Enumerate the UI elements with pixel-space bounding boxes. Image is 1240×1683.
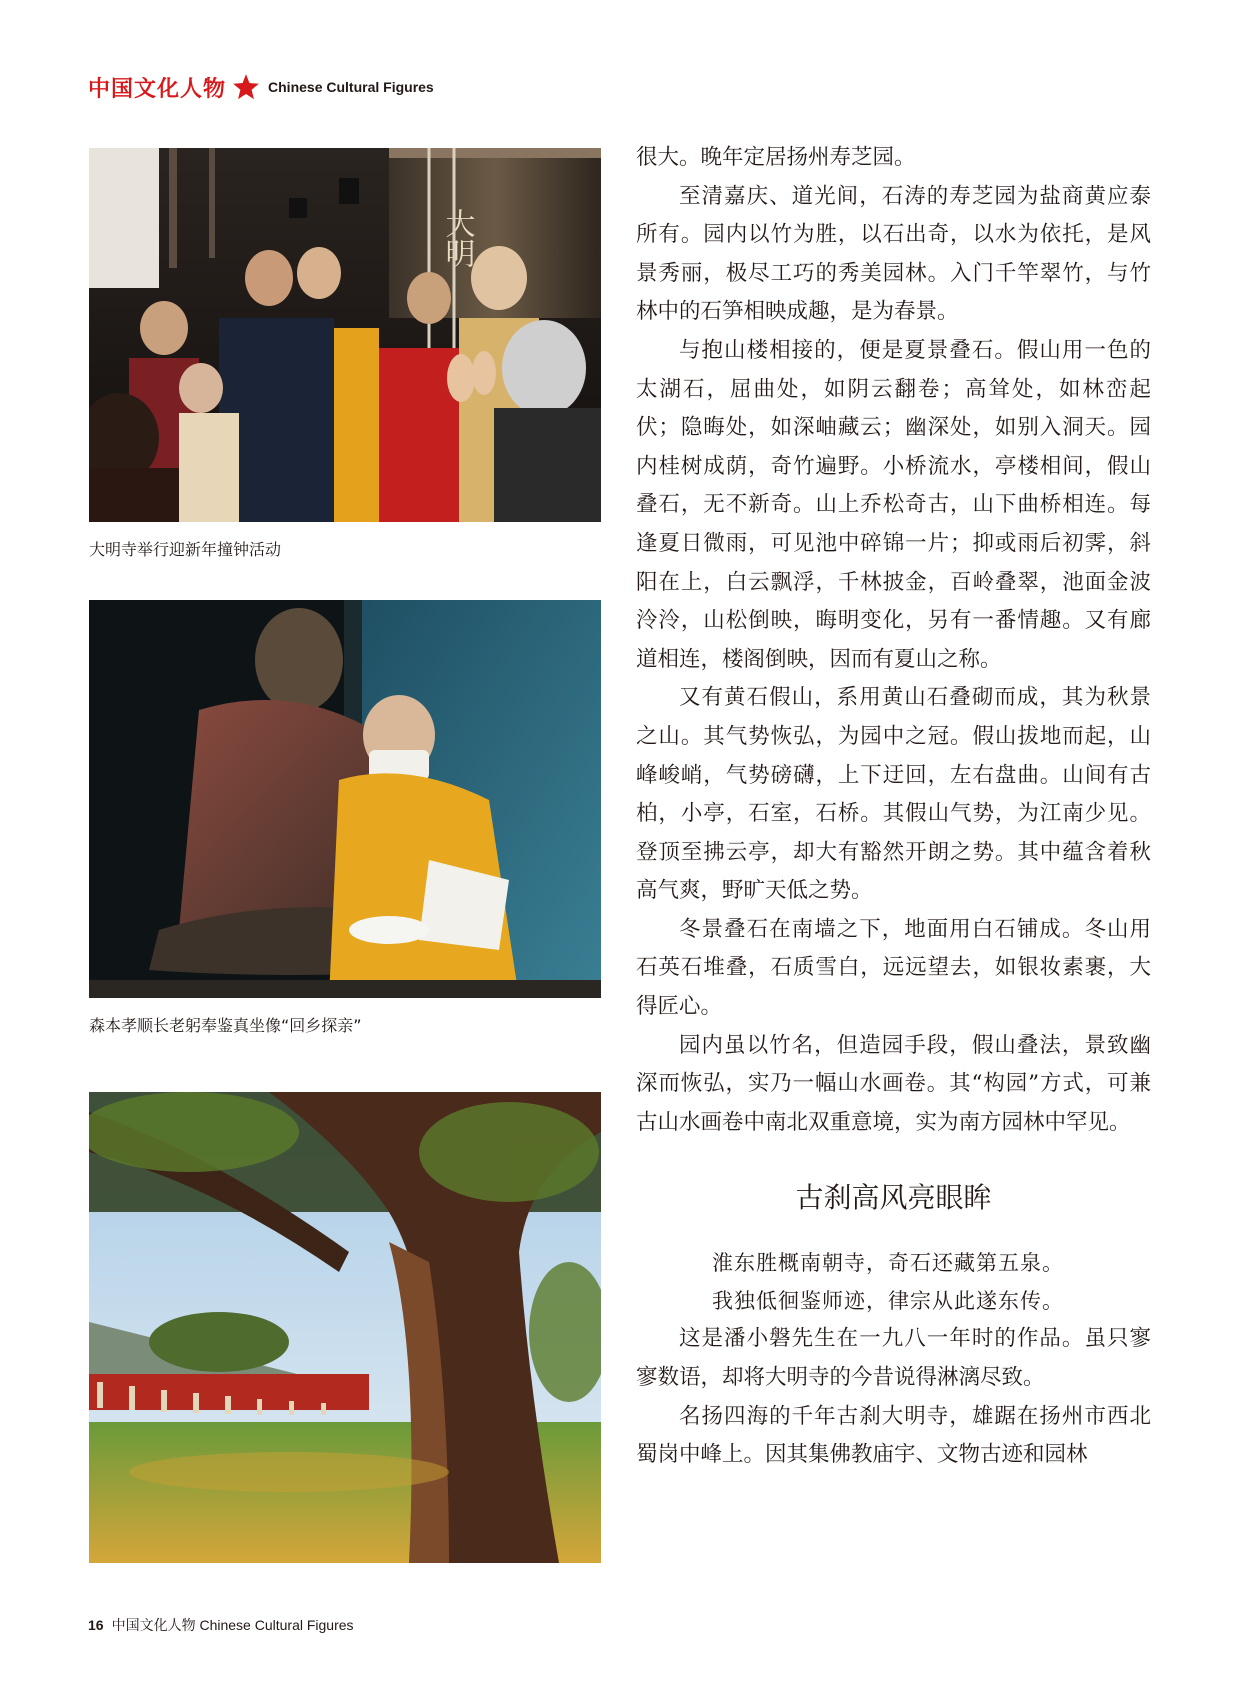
paragraph-7: 这是潘小磐先生在一九八一年时的作品。虽只寥寥数语，却将大明寺的今昔说得淋漓尽致。 bbox=[636, 1326, 1151, 1391]
poem-line-2: 我独低徊鉴师迹，律宗从此遂东传。 bbox=[712, 1289, 1064, 1314]
paragraph-4: 又有黄石假山，系用黄山石叠砌而成，其为秋景之山。其气势恢弘，为园中之冠。假山拔地而起，山峰峻峭，气势磅礴，上下迂回，左右盘曲。山间有古柏，小亭，石室，石桥。其假山气势，为江南少见。登顶至拂云亭，却大有豁然开朗之势。其中蕴含着秋高气爽，野旷天低之势。 bbox=[636, 685, 1151, 904]
footer-title: 中国文化人物 Chinese Cultural Figures bbox=[111, 1617, 354, 1633]
paragraph-8: 名扬四海的千年古刹大明寺，雄踞在扬州市西北蜀岗中峰上。因其集佛教庙宇、文物古迹和园林 bbox=[636, 1403, 1151, 1468]
paragraph-6: 园内虽以竹名，但造园手段，假山叠法，景致幽深而恢弘，实乃一幅山水画卷。其“构园”方式，可兼古山水画卷中南北双重意境，实为南方园林中罕见。 bbox=[636, 1032, 1151, 1135]
paragraph-3: 与抱山楼相接的，便是夏景叠石。假山用一色的太湖石，屈曲处，如阴云翻卷；高耸处，如林峦起伏；隐晦处，如深岫藏云；幽深处，如别入洞天。园内桂树成荫，奇竹遍野。小桥流水，亭楼相间，假山叠石，无不新奇。山上乔松奇古，山下曲桥相连。每逢夏日微雨，可见池中碎锦一片；抑或雨后初霁，斜阳在上，白云飘浮，千林披金，百岭叠翠，池面金波泠泠，山松倒映，晦明变化，另有一番情趣。又有廊道相连，楼阁倒映，因而有夏山之称。 bbox=[636, 337, 1151, 672]
statue-image bbox=[89, 600, 601, 998]
section-title: 古刹高风亮眼眸 bbox=[795, 1181, 992, 1215]
paragraph-1: 很大。晚年定居扬州寿芝园。 bbox=[636, 145, 916, 170]
caption-statue: 森本孝顺长老躬奉鉴真坐像“回乡探亲” bbox=[89, 1016, 362, 1035]
paragraph-5: 冬景叠石在南墙之下，地面用白石铺成。冬山用石英石堆叠，石质雪白，远远望去，如银妆素裹，大得匠心。 bbox=[636, 916, 1151, 1020]
brand-name-en: Chinese Cultural Figures bbox=[268, 79, 434, 95]
photo-bell-ringing bbox=[89, 148, 601, 522]
page-footer bbox=[88, 1615, 354, 1635]
caption-bell-ringing: 大明寺举行迎新年撞钟活动 bbox=[89, 540, 282, 559]
page-number: 16 bbox=[88, 1617, 104, 1633]
poem-line-1: 淮东胜概南朝寺，奇石还藏第五泉。 bbox=[712, 1251, 1064, 1276]
bell-ringing-image bbox=[89, 148, 601, 522]
photo-statue bbox=[89, 600, 601, 998]
article-column bbox=[636, 139, 1151, 1475]
paragraph-2: 至清嘉庆、道光间，石涛的寿芝园为盐商黄应泰所有。园内以竹为胜，以石出奇，以水为依托，是风景秀丽，极尽工巧的秀美园林。入门千竿翠竹，与竹林中的石笋相映成趣，是为春景。 bbox=[636, 183, 1151, 325]
red-star-icon bbox=[232, 73, 260, 101]
bell-inscription: 大明 bbox=[439, 208, 475, 268]
brand-name-cn: 中国文化人物 bbox=[88, 75, 227, 102]
photo-cypress-tree bbox=[89, 1092, 601, 1563]
cypress-tree-image bbox=[89, 1092, 601, 1563]
magazine-header bbox=[88, 72, 434, 102]
